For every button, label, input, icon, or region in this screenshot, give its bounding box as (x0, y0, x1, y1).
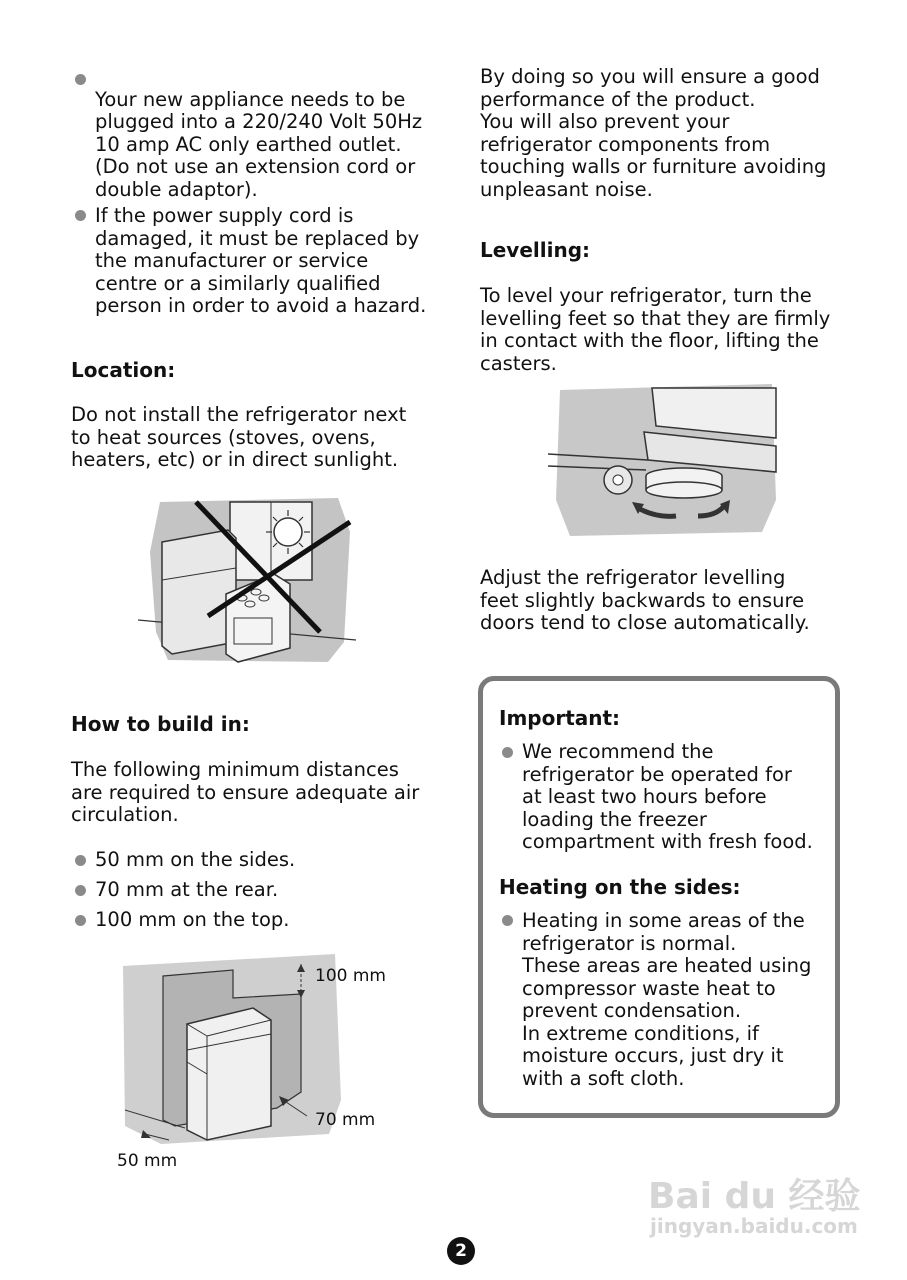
important-heading: Important: (499, 706, 621, 730)
watermark-brand: Bai du 经验 (648, 1176, 861, 1217)
watermark-url: jingyan.baidu.com (650, 1214, 858, 1238)
levelling-illustration (548, 380, 778, 540)
page-number: 2 (447, 1237, 475, 1265)
levelling-text: To level your refrigerator, turn the levelling feet so that they are firmly in contact with the floor, lifting the casters. (480, 284, 831, 375)
bullet-dot (502, 915, 513, 926)
distance-sides: 50 mm on the sides. (95, 848, 296, 871)
bullet-dot (75, 915, 86, 926)
levelling-heading: Levelling: (480, 238, 591, 262)
distance-top: 100 mm on the top. (95, 908, 290, 931)
dimension-label-rear: 70 mm (315, 1110, 376, 1130)
intro-text: By doing so you will ensure a good performance of the product. You will also prevent your refrigerator components from touching walls or furniture avoiding unpleasant noise. (480, 65, 827, 201)
heating-heading: Heating on the sides: (499, 875, 741, 899)
bullet-dot (502, 747, 513, 758)
distance-rear: 70 mm at the rear. (95, 878, 279, 901)
dimension-label-side: 50 mm (117, 1151, 178, 1171)
bullet-dot (75, 855, 86, 866)
power-bullet-2: If the power supply cord is damaged, it must be replaced by the manufacturer or service centre or a similarly qualified person in order to avoid a hazard. (95, 204, 427, 317)
build-heading: How to build in: (71, 712, 250, 736)
power-bullet-1: Your new appliance needs to be plugged into a 220/240 Volt 50Hz 10 amp AC only earthed outlet. (Do not use an extension cord or double adaptor). (95, 87, 423, 201)
location-heading: Location: (71, 358, 176, 382)
bullet-dot (75, 74, 86, 85)
build-in-diagram (115, 950, 345, 1150)
adjust-text: Adjust the refrigerator levelling feet slightly backwards to ensure doors tend to close automatically. (480, 566, 810, 634)
build-text: The following minimum distances are required to ensure adequate air circulation. (71, 758, 420, 826)
important-bullet: We recommend the refrigerator be operated for at least two hours before loading the freezer compartment with fresh food. (522, 740, 813, 853)
bullet-dot (75, 210, 86, 221)
location-text: Do not install the refrigerator next to heat sources (stoves, ovens, heaters, etc) or in direct sunlight. (71, 403, 407, 471)
location-illustration (138, 492, 356, 664)
bullet-dot (75, 885, 86, 896)
dimension-label-top: 100 mm (315, 966, 386, 986)
heating-bullet: Heating in some areas of the refrigerator is normal. These areas are heated using compressor waste heat to prevent condensation. In extreme conditions, if moisture occurs, just dry it with a soft cloth. (522, 909, 812, 1090)
